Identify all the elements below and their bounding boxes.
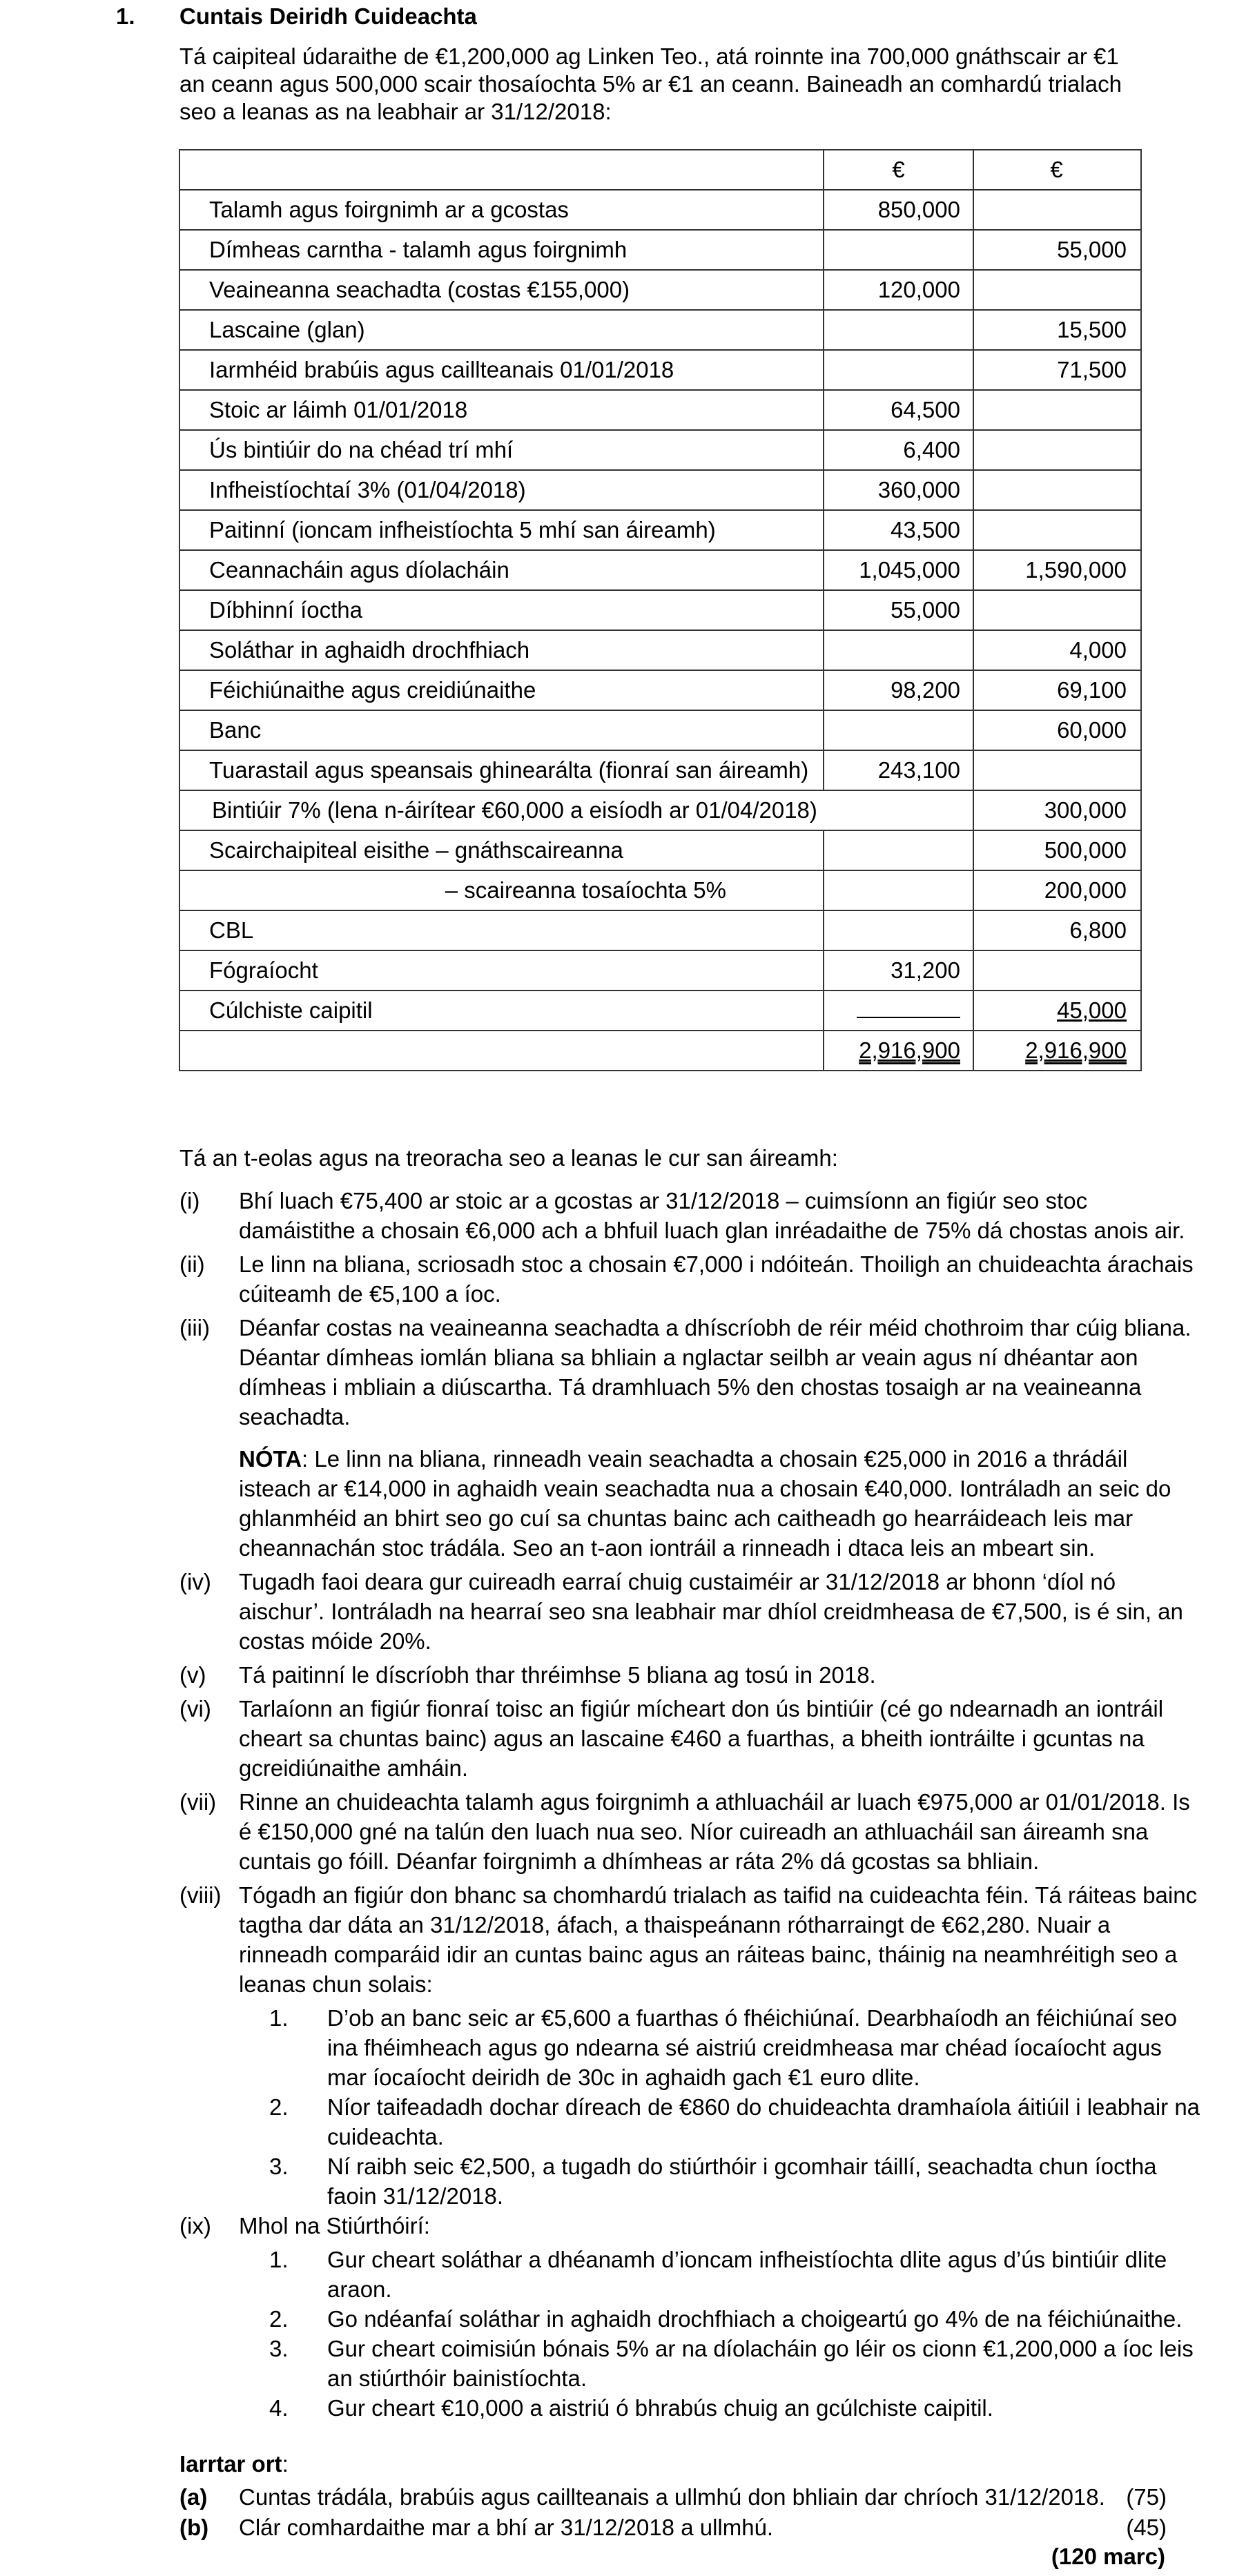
row-debit <box>824 630 973 670</box>
table-row <box>179 550 1141 590</box>
note-item <box>179 1249 1201 1309</box>
preference-shares-credit: 200,000 <box>973 870 1141 910</box>
note-text: Rinne an chuideachta talamh agus foirgnimh a athluacháil ar luach €975,000 ar 01/01/2018. Is é €150,000 gné na talún den luach nua seo. Níor cuireadh an athluacháil san áireamh sna cuntais go fóill. Déanfar foirgnimh a dhímheas ar ráta 2% dá gcostas sa bhliain. <box>239 1789 1190 1874</box>
row-desc: Tuarastail agus speansais ghinearálta (fionraí san áireamh) <box>179 750 824 790</box>
row-credit: 500,000 <box>973 830 1141 870</box>
bank-item <box>269 2151 1201 2211</box>
row-credit: 71,500 <box>973 350 1141 390</box>
table-row <box>179 950 1141 991</box>
table-row <box>179 270 1141 310</box>
row-debit <box>824 350 973 390</box>
trial-balance-table <box>179 149 1142 1071</box>
row-debit <box>824 310 973 350</box>
table-row <box>179 670 1141 710</box>
row-credit <box>973 510 1141 550</box>
table-row <box>179 470 1141 510</box>
row-debit: 1,045,000 <box>824 550 973 590</box>
bank-item-text: D’ob an banc seic ar €5,600 a fuarthas ó fhéichiúnaí. Dearbhaíodh an féichiúnaí seo ina fhéimheach agus go ndearna sé aistriú creidmheasa mar chéad íocaíocht agus mar íocaíocht deiridh de 30c in aghaidh gach €1 euro dlite. <box>327 2005 1178 2090</box>
bank-item-number: 1. <box>269 2005 289 2031</box>
capital-reserve-debit <box>824 991 973 1031</box>
table-row <box>179 230 1141 270</box>
question-number: 1. <box>116 3 135 29</box>
totals-label-cell <box>179 1031 824 1071</box>
note-text: Bhí luach €75,400 ar stoic ar a gcostas ar 31/12/2018 – cuimsíonn an figiúr seo stoc damáistithe a chosain €6,000 ach a bhfuil luach glan inréadaithe de 75% dá chostas anois air. <box>239 1188 1185 1243</box>
director-item <box>269 2393 1201 2423</box>
note-text: Le linn na bliana, scriosadh stoc a chosain €7,000 i ndóiteán. Thoiligh an chuideachta árachais cúiteamh de €5,100 a íoc. <box>239 1251 1194 1307</box>
director-item <box>269 2304 1201 2334</box>
row-desc: Paitinní (ioncam infheistíochta 5 mhí san áireamh) <box>179 510 824 550</box>
row-desc: Féichiúnaithe agus creidiúnaithe <box>179 670 824 710</box>
row-desc: Infheistíochtaí 3% (01/04/2018) <box>179 470 824 510</box>
table-row <box>179 830 1141 870</box>
row-debit: 120,000 <box>824 270 973 310</box>
director-item-text: Gur cheart soláthar a dhéanamh d’ioncam infheistíochta dlite agus d’ús bintiúir dlite araon. <box>327 2247 1167 2302</box>
preference-shares-row <box>179 870 1141 910</box>
row-credit: 55,000 <box>973 230 1141 270</box>
row-desc: Veaineanna seachadta (costas €155,000) <box>179 270 824 310</box>
row-credit: 6,800 <box>973 910 1141 950</box>
header-debit-currency: € <box>824 150 973 190</box>
row-desc: Ceannacháin agus díolacháin <box>179 550 824 590</box>
requirement-text: Cuntas trádála, brabúis agus caillteanais a ullmhú don bhliain dar chríoch 31/12/2018. <box>239 2484 1105 2510</box>
row-credit <box>973 470 1141 510</box>
requirement-marks: (45) <box>1126 2515 1167 2540</box>
bank-item-number: 2. <box>269 2094 289 2120</box>
requirement-label: (a) <box>179 2484 208 2510</box>
note-item <box>179 1660 1201 1690</box>
note-label: (ii) <box>179 1251 205 1277</box>
question-heading <box>116 1 477 32</box>
note-item <box>179 1880 1201 1999</box>
row-debit: 243,100 <box>824 750 973 790</box>
note-label: (vii) <box>179 1789 217 1815</box>
bank-item-text: Níor taifeadadh dochar díreach de €860 do chuideachta dramhaíola áitiúil i leabhair na cuideachta. <box>327 2094 1200 2149</box>
nota-paragraph <box>239 1444 1201 1563</box>
row-debit: 360,000 <box>824 470 973 510</box>
table-row <box>179 510 1141 550</box>
totals-row <box>179 1031 1141 1071</box>
note-label: (viii) <box>179 1882 222 1908</box>
row-debit <box>824 830 973 870</box>
row-debit <box>824 910 973 950</box>
row-debit: 64,500 <box>824 390 973 430</box>
director-item <box>269 2334 1201 2393</box>
row-credit: 15,500 <box>973 310 1141 350</box>
note-text: Mhol na Stiúrthóirí: <box>239 2213 430 2238</box>
row-credit <box>973 950 1141 991</box>
requirement-text: Clár comhardaithe mar a bhí ar 31/12/2018 a ullmhú. <box>239 2515 774 2540</box>
question-intro: Tá caipiteal údaraithe de €1,200,000 ag Linken Teo., atá roinnte ina 700,000 gnáthscair ar €1 an ceann agus 500,000 scair thosaíochta 5% ar €1 an ceann. Baineadh an comhardú trialach seo a leanas as na leabhair ar 31/12/2018: <box>179 43 1122 124</box>
director-item-number: 4. <box>269 2395 289 2421</box>
capital-reserve-row <box>179 991 1141 1031</box>
table-row <box>179 390 1141 430</box>
note-item <box>179 2211 1201 2241</box>
capital-reserve-value: 45,000 <box>1057 997 1127 1023</box>
requirement-item <box>179 2482 1167 2512</box>
row-debit <box>824 710 973 750</box>
row-desc: Fógraíocht <box>179 950 824 991</box>
question-title: Cuntais Deiridh Cuideachta <box>179 3 477 29</box>
row-debit: 43,500 <box>824 510 973 550</box>
row-desc: Talamh agus foirgnimh ar a gcostas <box>179 190 824 230</box>
debenture-desc: Bintiúir 7% (lena n-áirítear €60,000 a eisíodh ar 01/04/2018) <box>179 790 973 830</box>
note-text: Déanfar costas na veaineanna seachadta a dhíscríobh de réir méid chothroim thar cúig bliana. Déantar dímheas iomlán bliana sa bhliain a nglactar seilbh ar veain agus ní dhéantar aon dímheas i mbliain a diúscartha. Tá dramhluach 5% den chostas tosaigh ar na veaineanna seachadta. <box>239 1315 1191 1430</box>
bank-item-text: Ní raibh seic €2,500, a tugadh do stiúrthóir i gcomhair táillí, seachadta chun íoctha faoin 31/12/2018. <box>327 2154 1157 2209</box>
notes-list <box>179 1186 1201 2423</box>
note-text: Tá paitinní le díscríobh thar thréimhse 5 bliana ag tosú in 2018. <box>239 1662 876 1688</box>
row-desc: CBL <box>179 910 824 950</box>
note-item <box>179 1313 1201 1432</box>
total-marks: (120 marc) <box>1051 2544 1165 2569</box>
note-label: (vi) <box>179 1696 211 1721</box>
row-desc: Soláthar in aghaidh drochfhiach <box>179 630 824 670</box>
row-credit <box>973 750 1141 790</box>
capital-reserve-credit <box>973 991 1141 1031</box>
table-row <box>179 710 1141 750</box>
row-debit: 31,200 <box>824 950 973 991</box>
note-item <box>179 1186 1201 1245</box>
bank-item <box>269 2092 1201 2151</box>
note-item <box>179 1787 1201 1876</box>
requirement-item <box>179 2512 1167 2543</box>
table-row <box>179 750 1141 790</box>
note-label: (v) <box>179 1662 206 1688</box>
note-text: Tugadh faoi deara gur cuireadh earraí chuig custaiméir ar 31/12/2018 ar bhonn ‘díol nó aischur’. Iontráladh na hearraí seo sna leabhair mar dhíol creidmheasa de €7,500, is é sin, an costas móide 20%. <box>239 1569 1183 1654</box>
row-desc: Scairchaipiteal eisithe – gnáthscaireanna <box>179 830 824 870</box>
row-desc: Ús bintiúir do na chéad trí mhí <box>179 430 824 470</box>
total-debit <box>824 1031 973 1071</box>
row-credit: 60,000 <box>973 710 1141 750</box>
row-credit <box>973 390 1141 430</box>
table-row <box>179 590 1141 630</box>
row-debit: 98,200 <box>824 670 973 710</box>
underline-rule <box>857 997 960 1018</box>
debenture-row <box>179 790 1141 830</box>
table-row <box>179 190 1141 230</box>
requirement-marks: (75) <box>1126 2484 1167 2510</box>
row-desc: Banc <box>179 710 824 750</box>
director-item-text: Go ndéanfaí soláthar in aghaidh drochfhiach a choigeartú go 4% de na féichiúnaithe. <box>327 2306 1183 2332</box>
row-desc: Dímheas carntha - talamh agus foirgnimh <box>179 230 824 270</box>
row-credit <box>973 190 1141 230</box>
row-debit: 55,000 <box>824 590 973 630</box>
row-credit: 69,100 <box>973 670 1141 710</box>
header-blank-cell <box>179 150 824 190</box>
header-credit-currency: € <box>973 150 1141 190</box>
note-text: Tarlaíonn an figiúr fionraí toisc an figiúr mícheart don ús bintiúir (cé go ndearnadh an iontráil cheart sa chuntas bainc) agus an lascaine €460 a fuarthas, a bheith iontráilte i gcuntas na gcreidiúnaithe amháin. <box>239 1696 1164 1781</box>
requirements-heading-colon: : <box>282 2451 289 2477</box>
note-label: (iii) <box>179 1315 210 1340</box>
table-row <box>179 910 1141 950</box>
info-intro: Tá an t-eolas agus na treoracha seo a leanas le cur san áireamh: <box>179 1145 838 1171</box>
table-row <box>179 430 1141 470</box>
total-debit-value: 2,916,900 <box>859 1037 960 1063</box>
row-desc: Iarmhéid brabúis agus caillteanais 01/01/2018 <box>179 350 824 390</box>
table-header-row <box>179 150 1141 190</box>
row-credit <box>973 430 1141 470</box>
bank-item-number: 3. <box>269 2154 289 2179</box>
row-credit: 1,590,000 <box>973 550 1141 590</box>
row-credit <box>973 590 1141 630</box>
debenture-credit: 300,000 <box>973 790 1141 830</box>
row-desc: Stoic ar láimh 01/01/2018 <box>179 390 824 430</box>
row-debit: 850,000 <box>824 190 973 230</box>
note-item <box>179 1567 1201 1656</box>
note-label: (i) <box>179 1188 200 1213</box>
nota-label: NÓTA <box>239 1446 302 1472</box>
note-label: (ix) <box>179 2213 211 2238</box>
row-debit <box>824 230 973 270</box>
capital-reserve-desc: Cúlchiste caipitil <box>179 991 824 1031</box>
row-debit: 6,400 <box>824 430 973 470</box>
row-credit <box>973 270 1141 310</box>
note-item <box>179 1694 1201 1783</box>
row-desc: Díbhinní íoctha <box>179 590 824 630</box>
table-row <box>179 630 1141 670</box>
preference-shares-desc: – scaireanna tosaíochta 5% <box>179 870 824 910</box>
table-row <box>179 350 1141 390</box>
bank-item <box>269 2003 1201 2092</box>
requirements-heading <box>179 2449 289 2479</box>
preference-shares-debit <box>824 870 973 910</box>
director-item-text: Gur cheart €10,000 a aistriú ó bhrabús chuig an gcúlchiste caipitil. <box>327 2395 993 2421</box>
requirements-heading-text: Iarrtar ort <box>179 2451 282 2477</box>
total-credit <box>973 1031 1141 1071</box>
director-item-number: 3. <box>269 2336 289 2361</box>
row-credit: 4,000 <box>973 630 1141 670</box>
row-desc: Lascaine (glan) <box>179 310 824 350</box>
note-text: Tógadh an figiúr don bhanc sa chomhardú trialach as taifid na cuideachta féin. Tá ráiteas bainc tagtha dar dáta an 31/12/2018, áfach, a thaispeánann rótharraingt de €62,280. Nuair a rinneadh comparáid idir an cuntas bainc agus an ráiteas bainc, tháinig na neamhréitigh seo a leanas chun solais: <box>239 1882 1198 1997</box>
note-label: (iv) <box>179 1569 211 1594</box>
nota-text: : Le linn na bliana, rinneadh veain seachadta a chosain €25,000 in 2016 a thrádáil isteach ar €14,000 in aghaidh veain seachadta nua a chosain €40,000. Iontráladh an seic do ghlanmhéid an bhirt seo go cuí sa chuntas bainc ach caitheadh go hearráideach leis mar cheannachán stoc trádála. Seo an t-aon iontráil a rinneadh i dtaca leis an mbeart sin. <box>239 1446 1171 1561</box>
director-item-number: 1. <box>269 2247 289 2272</box>
director-item <box>269 2245 1201 2304</box>
director-item-text: Gur cheart coimisiún bónais 5% ar na díolacháin go léir os cionn €1,200,000 a íoc leis an stiúrthóir bainistíochta. <box>327 2336 1194 2391</box>
requirement-label: (b) <box>179 2515 209 2540</box>
director-item-number: 2. <box>269 2306 289 2332</box>
total-credit-value: 2,916,900 <box>1025 1037 1127 1063</box>
table-row <box>179 310 1141 350</box>
